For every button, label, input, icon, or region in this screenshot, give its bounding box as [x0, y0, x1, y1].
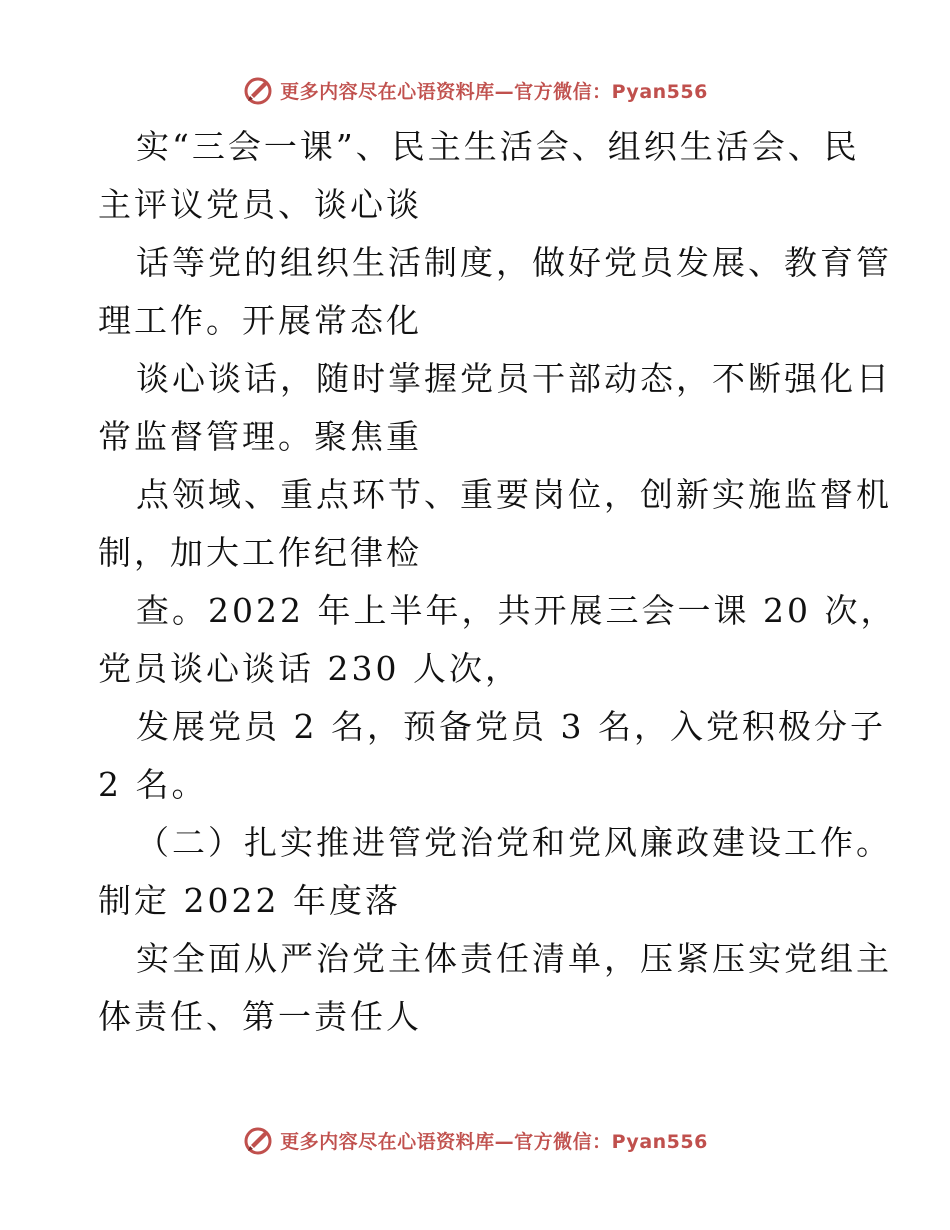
text-line: 理工作。开展常态化 [98, 301, 422, 340]
text-line: 制定 2022 年度落 [98, 881, 401, 920]
brush-circle-logo-icon [242, 1124, 274, 1156]
text-line: 制，加大工作纪律检 [98, 533, 422, 572]
text-line: 点领域、重点环节、重要岗位，创新实施监督机 [136, 475, 892, 514]
text-line: 谈心谈话，随时掌握党员干部动态，不断强化日 [136, 359, 892, 398]
text-line: 实全面从严治党主体责任清单，压紧压实党组主 [136, 939, 892, 978]
brush-circle-logo-icon [242, 74, 274, 106]
header-banner-text: 更多内容尽在心语资料库—官方微信：Pyan556 [280, 80, 708, 103]
text-line: 常监督管理。聚焦重 [98, 417, 422, 456]
text-line: 发展党员 2 名，预备党员 3 名，入党积极分子 [136, 707, 886, 746]
text-line: 实“三会一课”、民主生活会、组织生活会、民 [136, 127, 860, 166]
document-body [98, 118, 897, 1046]
header-banner [0, 70, 950, 110]
text-line: 体责任、第一责任人 [98, 997, 422, 1036]
text-line: 话等党的组织生活制度，做好党员发展、教育管 [136, 243, 892, 282]
text-line: 2 名。 [98, 765, 208, 804]
text-line: 党员谈心谈话 230 人次， [98, 649, 521, 688]
footer-banner-text: 更多内容尽在心语资料库—官方微信：Pyan556 [280, 1130, 708, 1153]
text-line: 主评议党员、谈心谈 [98, 185, 422, 224]
footer-banner [0, 1120, 950, 1160]
text-line: （二）扎实推进管党治党和党风廉政建设工作。 [136, 823, 892, 862]
text-line: 查。2022 年上半年，共开展三会一课 20 次， [136, 591, 897, 630]
